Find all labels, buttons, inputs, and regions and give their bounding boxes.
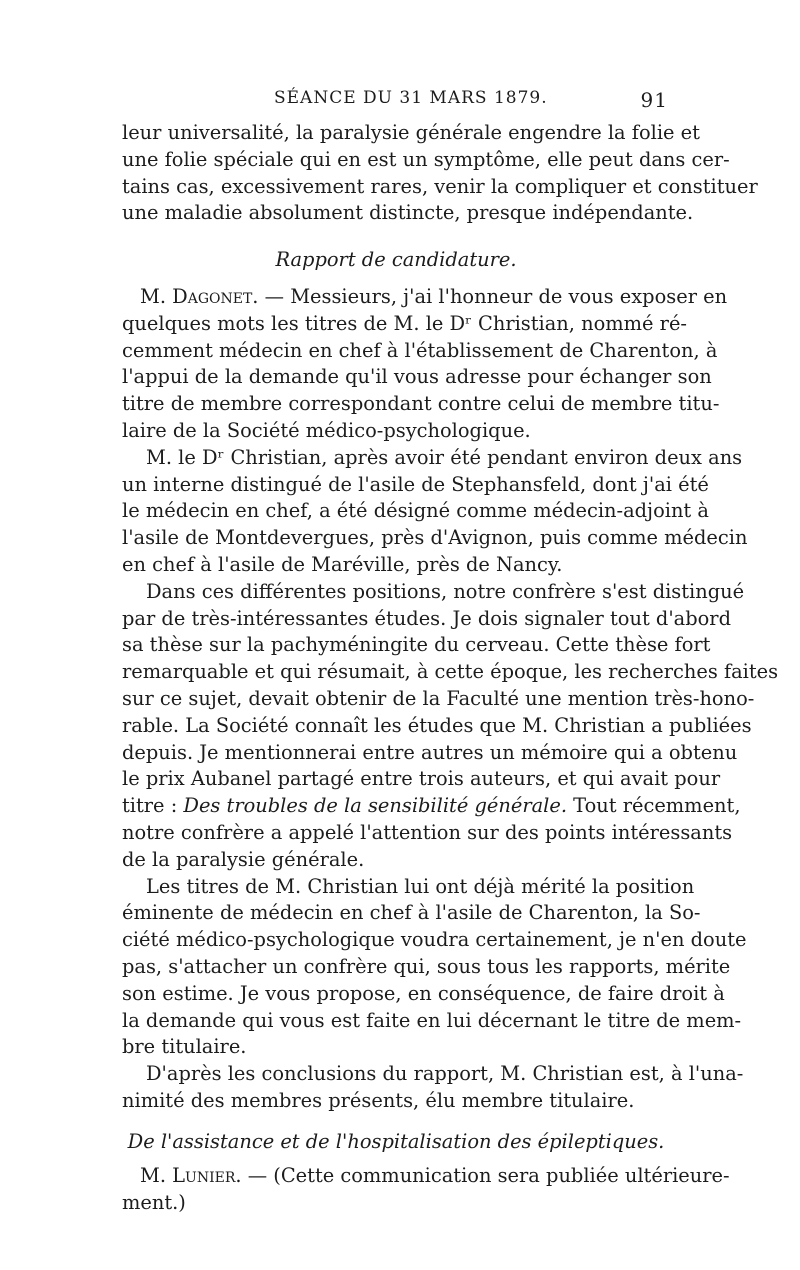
speaker-name: M. Lunier. [140,1164,242,1188]
paragraph-election [122,1061,744,1115]
paragraph-lunier [122,1163,730,1217]
text-line: l'appui de la demande qu'il vous adresse pour échanger son [122,365,712,389]
text-line: tains cas, excessivement rares, venir la compliquer et constituer [122,174,758,198]
paragraph-closing [122,120,758,227]
text-line: une folie spéciale qui en est un symptôme, elle peut dans cer- [122,147,730,171]
text-fragment: — (Cette communication sera publiée ultérieure- [241,1164,730,1188]
text-line: une maladie absolument distincte, presque indépendante. [122,201,694,225]
text-line: rable. La Société connaît les études que M. Christian a publiées [122,713,752,737]
text-line: M. le Dʳ Christian, après avoir été pendant environ deux ans [146,445,743,469]
text-line: laire de la Société médico-psychologique. [122,418,531,442]
text-line: remarquable et qui résumait, à cette époque, les recherches faites [122,660,779,684]
paragraph-christian-career [122,445,748,579]
text-line: sur ce sujet, devait obtenir de la Faculté une mention très-hono- [122,686,755,710]
paragraph-studies [122,579,779,874]
text-line: son estime. Je vous propose, en conséquence, de faire droit à [122,981,725,1005]
body-text [122,120,779,1217]
speaker-name: M. Dagonet. [140,284,259,308]
text-line: l'asile de Montdevergues, près d'Avignon, puis comme médecin [122,526,748,550]
page-number: 91 [640,88,668,112]
text-line: la demande qui vous est faite en lui décernant le titre de mem- [122,1008,742,1032]
paragraph-proposal [122,874,747,1062]
paragraph-dagonet [122,284,728,445]
text-line: en chef à l'asile de Maréville, près de Nancy. [122,552,563,576]
text-line: quelques mots les titres de M. le Dʳ Christian, nommé ré- [122,311,687,335]
text-line: Les titres de M. Christian lui ont déjà mérité la position [146,874,695,898]
text-line: le médecin en chef, a été désigné comme médecin-adjoint à [122,499,709,523]
text-line: par de très-intéressantes études. Je dois signaler tout d'abord [122,606,731,630]
text-line: nimité des membres présents, élu membre titulaire. [122,1088,635,1112]
text-line: ment.) [122,1191,186,1215]
text-line: éminente de médecin en chef à l'asile de Charenton, la So- [122,901,701,925]
text-line: Dans ces différentes positions, notre confrère s'est distingué [146,579,745,603]
running-head [124,88,668,118]
text-line: depuis. Je mentionnerai entre autres un mémoire qui a obtenu [122,740,738,764]
text-line: D'après les conclusions du rapport, M. Christian est, à l'una- [146,1062,744,1086]
text-fragment: Tout récemment, [567,794,741,818]
text-fragment: titre : [122,794,184,818]
text-line: un interne distingué de l'asile de Stephansfeld, dont j'ai été [122,472,709,496]
text-line: sa thèse sur la pachyméningite du cerveau. Cette thèse fort [122,633,711,657]
text-line: notre confrère a appelé l'attention sur des points intéressants [122,820,733,844]
memoir-title: Des troubles de la sensibilité générale. [183,794,567,818]
text-fragment: — Messieurs, j'ai l'honneur de vous exposer en [258,284,728,308]
text-line: leur universalité, la paralysie générale engendre la folie et [122,121,700,144]
text-line: cemment médecin en chef à l'établissement de Charenton, à [122,338,718,362]
text-line: pas, s'attacher un confrère qui, sous tous les rapports, mérite [122,954,731,978]
section-heading-epileptiques: De l'assistance et de l'hospitalisation des épileptiques. [127,1129,665,1153]
text-line: de la paralysie générale. [122,847,365,871]
text-line-memoir-title [122,793,741,820]
text-line: titre de membre correspondant contre celui de membre titu- [122,392,720,416]
section-heading-rapport: Rapport de candidature. [275,248,517,272]
text-line: ciété médico-psychologique voudra certainement, je n'en doute [122,928,747,952]
text-line: bre titulaire. [122,1035,247,1059]
running-head-title: SÉANCE DU 31 MARS 1879. [274,88,548,108]
text-line: le prix Aubanel partagé entre trois auteurs, et qui avait pour [122,767,721,791]
